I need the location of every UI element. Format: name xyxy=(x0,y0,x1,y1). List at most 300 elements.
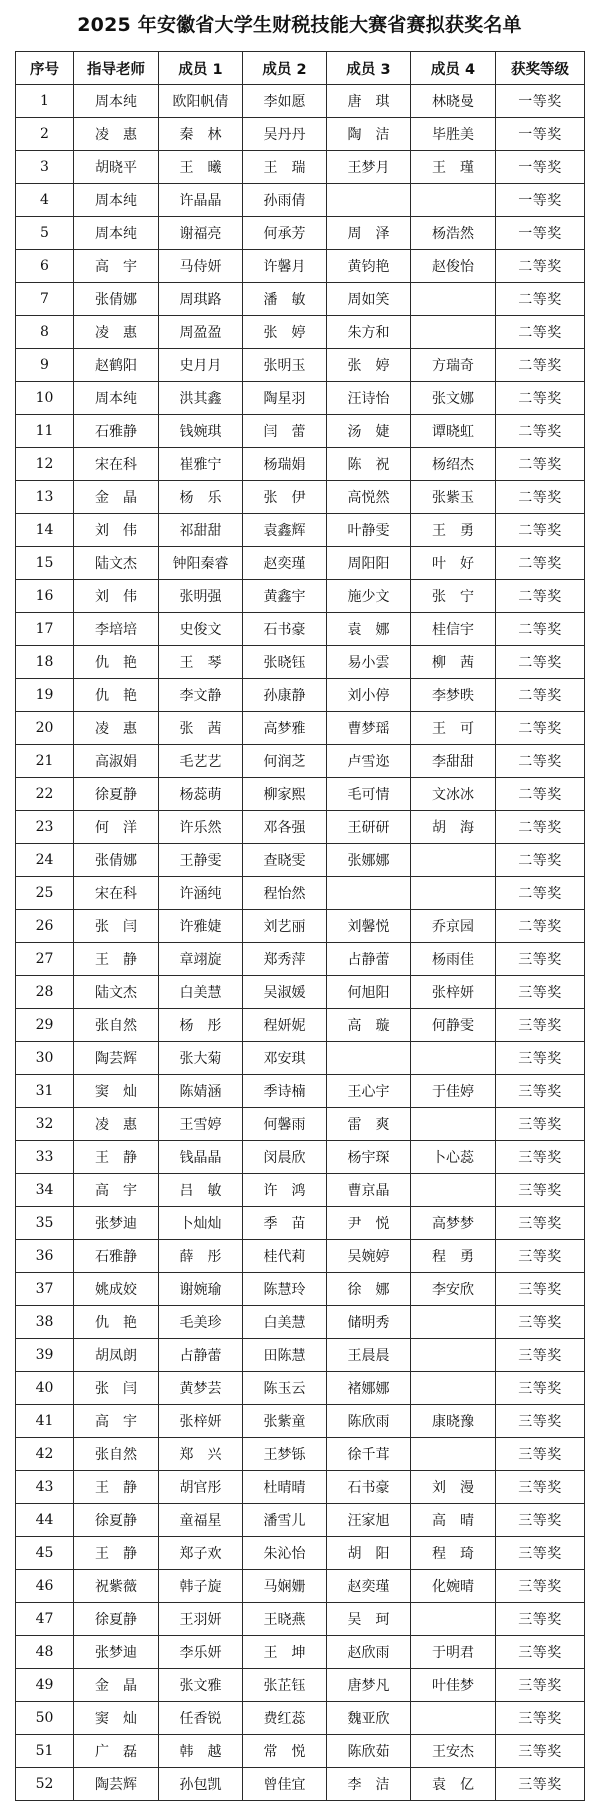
cell-member-3: 王梦月 xyxy=(327,151,411,184)
cell-member-4 xyxy=(411,1306,496,1339)
cell-no: 25 xyxy=(16,877,74,910)
cell-member-3: 占静蕾 xyxy=(327,943,411,976)
table-row xyxy=(16,943,585,976)
cell-member-4: 张梓妍 xyxy=(411,976,496,1009)
cell-prize: 一等奖 xyxy=(496,118,585,151)
cell-prize: 二等奖 xyxy=(496,745,585,778)
cell-no: 33 xyxy=(16,1141,74,1174)
cell-member-4: 李梦昳 xyxy=(411,679,496,712)
cell-member-4: 柳 茜 xyxy=(411,646,496,679)
cell-member-2: 查晓雯 xyxy=(243,844,327,877)
cell-member-2: 杜晴晴 xyxy=(243,1471,327,1504)
cell-advisor: 凌 惠 xyxy=(74,316,159,349)
cell-member-4: 张文娜 xyxy=(411,382,496,415)
cell-advisor: 仇 艳 xyxy=(74,646,159,679)
cell-member-1: 张 茜 xyxy=(159,712,243,745)
cell-member-2: 何馨雨 xyxy=(243,1108,327,1141)
cell-member-3: 雷 爽 xyxy=(327,1108,411,1141)
cell-member-1: 任香锐 xyxy=(159,1702,243,1735)
cell-no: 13 xyxy=(16,481,74,514)
table-row xyxy=(16,1669,585,1702)
cell-member-3: 何旭阳 xyxy=(327,976,411,1009)
table-row xyxy=(16,877,585,910)
cell-member-1: 张文雅 xyxy=(159,1669,243,1702)
cell-member-2: 袁鑫辉 xyxy=(243,514,327,547)
table-row xyxy=(16,1438,585,1471)
table-header xyxy=(16,52,585,85)
table-row xyxy=(16,1207,585,1240)
cell-prize: 三等奖 xyxy=(496,1141,585,1174)
cell-advisor: 胡凤朗 xyxy=(74,1339,159,1372)
cell-no: 35 xyxy=(16,1207,74,1240)
cell-advisor: 凌 惠 xyxy=(74,712,159,745)
cell-member-2: 费红蕊 xyxy=(243,1702,327,1735)
cell-member-2: 田陈慧 xyxy=(243,1339,327,1372)
cell-prize: 三等奖 xyxy=(496,1669,585,1702)
table-row xyxy=(16,1405,585,1438)
cell-no: 17 xyxy=(16,613,74,646)
cell-advisor: 金 晶 xyxy=(74,1669,159,1702)
cell-prize: 二等奖 xyxy=(496,877,585,910)
cell-member-3: 刘小停 xyxy=(327,679,411,712)
cell-no: 8 xyxy=(16,316,74,349)
cell-member-2: 赵奕瑾 xyxy=(243,547,327,580)
cell-advisor: 宋在科 xyxy=(74,877,159,910)
table-row xyxy=(16,1768,585,1801)
cell-prize: 二等奖 xyxy=(496,316,585,349)
cell-prize: 二等奖 xyxy=(496,448,585,481)
cell-member-1: 周盈盈 xyxy=(159,316,243,349)
table-row xyxy=(16,1108,585,1141)
cell-member-1: 王 琴 xyxy=(159,646,243,679)
cell-member-1: 许涵纯 xyxy=(159,877,243,910)
document-title: 2025 年安徽省大学生财税技能大赛省赛拟获奖名单 xyxy=(77,14,522,36)
cell-advisor: 陶芸辉 xyxy=(74,1042,159,1075)
cell-no: 21 xyxy=(16,745,74,778)
cell-advisor: 周本纯 xyxy=(74,85,159,118)
cell-advisor: 陆文杰 xyxy=(74,547,159,580)
table-row xyxy=(16,151,585,184)
table-row xyxy=(16,1240,585,1273)
cell-member-1: 周琪路 xyxy=(159,283,243,316)
cell-member-4: 谭晓虹 xyxy=(411,415,496,448)
cell-prize: 三等奖 xyxy=(496,1438,585,1471)
cell-no: 39 xyxy=(16,1339,74,1372)
cell-member-4: 康晓豫 xyxy=(411,1405,496,1438)
table-row xyxy=(16,1306,585,1339)
cell-member-1: 王羽妍 xyxy=(159,1603,243,1636)
cell-member-3: 尹 悦 xyxy=(327,1207,411,1240)
cell-member-1: 谢福亮 xyxy=(159,217,243,250)
cell-member-2: 刘艺丽 xyxy=(243,910,327,943)
cell-member-2: 黄鑫宇 xyxy=(243,580,327,613)
cell-member-3: 毛可情 xyxy=(327,778,411,811)
cell-advisor: 石雅静 xyxy=(74,415,159,448)
cell-member-1: 白美慧 xyxy=(159,976,243,1009)
cell-member-3: 王研研 xyxy=(327,811,411,844)
cell-advisor: 宋在科 xyxy=(74,448,159,481)
cell-member-1: 马侍妍 xyxy=(159,250,243,283)
cell-advisor: 石雅静 xyxy=(74,1240,159,1273)
cell-prize: 三等奖 xyxy=(496,1735,585,1768)
cell-advisor: 胡晓平 xyxy=(74,151,159,184)
cell-member-1: 杨 乐 xyxy=(159,481,243,514)
cell-member-3: 陈欣茹 xyxy=(327,1735,411,1768)
cell-member-3: 石书豪 xyxy=(327,1471,411,1504)
cell-prize: 一等奖 xyxy=(496,184,585,217)
cell-advisor: 高淑娟 xyxy=(74,745,159,778)
cell-member-1: 王 曦 xyxy=(159,151,243,184)
cell-member-3: 李 洁 xyxy=(327,1768,411,1801)
cell-member-4: 乔京园 xyxy=(411,910,496,943)
cell-prize: 三等奖 xyxy=(496,1471,585,1504)
cell-advisor: 张梦迪 xyxy=(74,1636,159,1669)
cell-advisor: 金 晶 xyxy=(74,481,159,514)
cell-member-4: 化婉晴 xyxy=(411,1570,496,1603)
table-row xyxy=(16,1174,585,1207)
cell-member-3: 魏亚欣 xyxy=(327,1702,411,1735)
cell-no: 46 xyxy=(16,1570,74,1603)
cell-member-3: 徐千茸 xyxy=(327,1438,411,1471)
cell-advisor: 凌 惠 xyxy=(74,1108,159,1141)
cell-member-3: 吴 珂 xyxy=(327,1603,411,1636)
cell-member-3: 周阳阳 xyxy=(327,547,411,580)
cell-prize: 一等奖 xyxy=(496,151,585,184)
cell-member-4 xyxy=(411,877,496,910)
cell-advisor: 徐夏静 xyxy=(74,1603,159,1636)
table-row xyxy=(16,712,585,745)
cell-member-4: 方瑞奇 xyxy=(411,349,496,382)
cell-member-4: 王 瑾 xyxy=(411,151,496,184)
cell-member-3: 施少文 xyxy=(327,580,411,613)
cell-member-3: 周 泽 xyxy=(327,217,411,250)
header-member-2: 成员 2 xyxy=(243,52,327,85)
cell-prize: 三等奖 xyxy=(496,1174,585,1207)
cell-prize: 二等奖 xyxy=(496,844,585,877)
cell-member-2: 邓各强 xyxy=(243,811,327,844)
cell-member-3: 陶 洁 xyxy=(327,118,411,151)
cell-prize: 二等奖 xyxy=(496,712,585,745)
cell-member-4: 文冰冰 xyxy=(411,778,496,811)
cell-advisor: 徐夏静 xyxy=(74,778,159,811)
cell-no: 47 xyxy=(16,1603,74,1636)
cell-prize: 一等奖 xyxy=(496,85,585,118)
cell-advisor: 张倩娜 xyxy=(74,844,159,877)
cell-no: 27 xyxy=(16,943,74,976)
cell-member-3: 曹京晶 xyxy=(327,1174,411,1207)
cell-no: 22 xyxy=(16,778,74,811)
cell-advisor: 王 静 xyxy=(74,943,159,976)
cell-prize: 三等奖 xyxy=(496,1372,585,1405)
cell-advisor: 周本纯 xyxy=(74,217,159,250)
cell-member-3: 汤 婕 xyxy=(327,415,411,448)
cell-member-4: 张紫玉 xyxy=(411,481,496,514)
cell-member-3: 汪家旭 xyxy=(327,1504,411,1537)
cell-member-3 xyxy=(327,1042,411,1075)
table-row xyxy=(16,1471,585,1504)
cell-member-3: 袁 娜 xyxy=(327,613,411,646)
cell-no: 36 xyxy=(16,1240,74,1273)
table-row xyxy=(16,250,585,283)
table-row xyxy=(16,184,585,217)
cell-no: 31 xyxy=(16,1075,74,1108)
cell-member-4: 于佳婷 xyxy=(411,1075,496,1108)
table-row xyxy=(16,349,585,382)
cell-member-3: 吴婉婷 xyxy=(327,1240,411,1273)
table-row xyxy=(16,679,585,712)
cell-member-1: 韩子旋 xyxy=(159,1570,243,1603)
cell-prize: 三等奖 xyxy=(496,1339,585,1372)
cell-member-1: 许雅婕 xyxy=(159,910,243,943)
table-row xyxy=(16,745,585,778)
cell-member-4 xyxy=(411,1174,496,1207)
cell-member-1: 胡官彤 xyxy=(159,1471,243,1504)
table-row xyxy=(16,1075,585,1108)
table-row xyxy=(16,481,585,514)
cell-no: 23 xyxy=(16,811,74,844)
cell-no: 37 xyxy=(16,1273,74,1306)
cell-no: 18 xyxy=(16,646,74,679)
table-row xyxy=(16,1009,585,1042)
table-row xyxy=(16,1339,585,1372)
cell-prize: 二等奖 xyxy=(496,679,585,712)
cell-prize: 二等奖 xyxy=(496,415,585,448)
cell-no: 6 xyxy=(16,250,74,283)
cell-member-1: 谢婉瑜 xyxy=(159,1273,243,1306)
cell-no: 42 xyxy=(16,1438,74,1471)
cell-member-3: 储明秀 xyxy=(327,1306,411,1339)
cell-member-1: 钱晶晶 xyxy=(159,1141,243,1174)
cell-member-1: 童福星 xyxy=(159,1504,243,1537)
cell-no: 26 xyxy=(16,910,74,943)
table-row xyxy=(16,1504,585,1537)
cell-prize: 二等奖 xyxy=(496,646,585,679)
cell-member-3: 唐梦凡 xyxy=(327,1669,411,1702)
cell-member-3: 高 璇 xyxy=(327,1009,411,1042)
header-no: 序号 xyxy=(16,52,74,85)
cell-prize: 二等奖 xyxy=(496,811,585,844)
cell-prize: 二等奖 xyxy=(496,250,585,283)
cell-member-4 xyxy=(411,1372,496,1405)
cell-member-4: 王 可 xyxy=(411,712,496,745)
cell-no: 48 xyxy=(16,1636,74,1669)
cell-prize: 三等奖 xyxy=(496,1603,585,1636)
cell-advisor: 凌 惠 xyxy=(74,118,159,151)
cell-member-2: 潘 敏 xyxy=(243,283,327,316)
cell-member-4: 何静雯 xyxy=(411,1009,496,1042)
cell-member-4: 杨绍杰 xyxy=(411,448,496,481)
table-row xyxy=(16,778,585,811)
cell-member-2: 柳家熙 xyxy=(243,778,327,811)
cell-no: 14 xyxy=(16,514,74,547)
cell-prize: 三等奖 xyxy=(496,1537,585,1570)
cell-member-4 xyxy=(411,184,496,217)
cell-member-4: 于明君 xyxy=(411,1636,496,1669)
table-row xyxy=(16,118,585,151)
cell-member-1: 欧阳帆倩 xyxy=(159,85,243,118)
cell-prize: 三等奖 xyxy=(496,943,585,976)
cell-member-1: 孙包凯 xyxy=(159,1768,243,1801)
table-row xyxy=(16,646,585,679)
table-row xyxy=(16,85,585,118)
header-prize: 获奖等级 xyxy=(496,52,585,85)
cell-advisor: 仇 艳 xyxy=(74,679,159,712)
cell-member-4: 桂信宇 xyxy=(411,613,496,646)
cell-prize: 三等奖 xyxy=(496,1009,585,1042)
cell-no: 50 xyxy=(16,1702,74,1735)
cell-no: 10 xyxy=(16,382,74,415)
cell-member-1: 洪其鑫 xyxy=(159,382,243,415)
header-advisor: 指导老师 xyxy=(74,52,159,85)
cell-member-1: 钱婉琪 xyxy=(159,415,243,448)
cell-advisor: 张倩娜 xyxy=(74,283,159,316)
cell-prize: 二等奖 xyxy=(496,778,585,811)
cell-member-2: 张 婷 xyxy=(243,316,327,349)
cell-advisor: 王 静 xyxy=(74,1537,159,1570)
cell-member-3: 朱方和 xyxy=(327,316,411,349)
cell-no: 34 xyxy=(16,1174,74,1207)
cell-member-2: 王 瑞 xyxy=(243,151,327,184)
cell-member-2: 白美慧 xyxy=(243,1306,327,1339)
cell-member-2: 程妍妮 xyxy=(243,1009,327,1042)
cell-member-2: 季诗楠 xyxy=(243,1075,327,1108)
cell-member-2: 许馨月 xyxy=(243,250,327,283)
cell-prize: 二等奖 xyxy=(496,349,585,382)
cell-member-1: 秦 林 xyxy=(159,118,243,151)
cell-member-2: 孙康静 xyxy=(243,679,327,712)
cell-advisor: 陆文杰 xyxy=(74,976,159,1009)
cell-advisor: 张自然 xyxy=(74,1438,159,1471)
cell-member-2: 闫 蕾 xyxy=(243,415,327,448)
cell-member-2: 孙雨倩 xyxy=(243,184,327,217)
cell-prize: 三等奖 xyxy=(496,1075,585,1108)
cell-member-4 xyxy=(411,1108,496,1141)
cell-prize: 三等奖 xyxy=(496,1108,585,1141)
cell-no: 45 xyxy=(16,1537,74,1570)
cell-advisor: 高 宇 xyxy=(74,1405,159,1438)
cell-advisor: 张梦迪 xyxy=(74,1207,159,1240)
cell-member-2: 许 鸿 xyxy=(243,1174,327,1207)
table-row xyxy=(16,1042,585,1075)
table-row xyxy=(16,844,585,877)
cell-advisor: 张 闫 xyxy=(74,910,159,943)
cell-member-3: 王心宇 xyxy=(327,1075,411,1108)
table-row xyxy=(16,1273,585,1306)
cell-member-3: 唐 琪 xyxy=(327,85,411,118)
cell-no: 40 xyxy=(16,1372,74,1405)
cell-member-2: 张晓钰 xyxy=(243,646,327,679)
cell-member-1: 张大菊 xyxy=(159,1042,243,1075)
table-row xyxy=(16,514,585,547)
cell-member-3 xyxy=(327,184,411,217)
cell-member-2: 石书豪 xyxy=(243,613,327,646)
cell-no: 4 xyxy=(16,184,74,217)
cell-member-4: 毕胜美 xyxy=(411,118,496,151)
cell-member-4: 袁 亿 xyxy=(411,1768,496,1801)
cell-no: 20 xyxy=(16,712,74,745)
cell-member-1: 许晶晶 xyxy=(159,184,243,217)
cell-member-3: 周如笑 xyxy=(327,283,411,316)
cell-member-2: 杨瑞娟 xyxy=(243,448,327,481)
cell-advisor: 陶芸辉 xyxy=(74,1768,159,1801)
cell-member-4: 杨浩然 xyxy=(411,217,496,250)
cell-member-3: 赵欣雨 xyxy=(327,1636,411,1669)
cell-member-2: 程怡然 xyxy=(243,877,327,910)
cell-prize: 三等奖 xyxy=(496,1570,585,1603)
cell-advisor: 刘 伟 xyxy=(74,514,159,547)
cell-member-3: 胡 阳 xyxy=(327,1537,411,1570)
cell-member-2: 张芷钰 xyxy=(243,1669,327,1702)
cell-member-3: 赵奕瑾 xyxy=(327,1570,411,1603)
cell-no: 41 xyxy=(16,1405,74,1438)
cell-no: 12 xyxy=(16,448,74,481)
cell-member-1: 吕 敏 xyxy=(159,1174,243,1207)
cell-advisor: 王 静 xyxy=(74,1141,159,1174)
cell-member-4: 李甜甜 xyxy=(411,745,496,778)
cell-member-4: 胡 海 xyxy=(411,811,496,844)
cell-member-4 xyxy=(411,1339,496,1372)
cell-member-4 xyxy=(411,316,496,349)
table-row xyxy=(16,382,585,415)
cell-advisor: 窦 灿 xyxy=(74,1702,159,1735)
table-row xyxy=(16,1537,585,1570)
cell-member-1: 卜灿灿 xyxy=(159,1207,243,1240)
cell-member-2: 吴淑媛 xyxy=(243,976,327,1009)
cell-prize: 二等奖 xyxy=(496,547,585,580)
cell-member-4: 林晓曼 xyxy=(411,85,496,118)
cell-prize: 三等奖 xyxy=(496,1702,585,1735)
header-member-4: 成员 4 xyxy=(411,52,496,85)
cell-member-3: 张 婷 xyxy=(327,349,411,382)
cell-advisor: 广 磊 xyxy=(74,1735,159,1768)
cell-member-1: 钟阳秦睿 xyxy=(159,547,243,580)
cell-member-3: 叶静雯 xyxy=(327,514,411,547)
cell-member-1: 张梓妍 xyxy=(159,1405,243,1438)
header-row xyxy=(16,52,585,85)
cell-no: 15 xyxy=(16,547,74,580)
cell-member-1: 陈婧涵 xyxy=(159,1075,243,1108)
cell-member-4: 刘 漫 xyxy=(411,1471,496,1504)
cell-member-4: 张 宁 xyxy=(411,580,496,613)
cell-member-3: 汪诗怡 xyxy=(327,382,411,415)
cell-member-2: 高梦雅 xyxy=(243,712,327,745)
cell-advisor: 何 洋 xyxy=(74,811,159,844)
cell-no: 52 xyxy=(16,1768,74,1801)
cell-member-1: 史俊文 xyxy=(159,613,243,646)
cell-member-1: 李文静 xyxy=(159,679,243,712)
cell-prize: 三等奖 xyxy=(496,1042,585,1075)
cell-member-3: 陈 祝 xyxy=(327,448,411,481)
cell-no: 3 xyxy=(16,151,74,184)
cell-no: 24 xyxy=(16,844,74,877)
cell-member-2: 王梦铄 xyxy=(243,1438,327,1471)
header-member-3: 成员 3 xyxy=(327,52,411,85)
cell-member-2: 桂代莉 xyxy=(243,1240,327,1273)
cell-prize: 三等奖 xyxy=(496,1306,585,1339)
table-row xyxy=(16,976,585,1009)
table-row xyxy=(16,217,585,250)
cell-member-3: 黄钧艳 xyxy=(327,250,411,283)
cell-member-4: 李安欣 xyxy=(411,1273,496,1306)
cell-member-2: 闵晨欣 xyxy=(243,1141,327,1174)
cell-member-4: 杨雨佳 xyxy=(411,943,496,976)
table-row xyxy=(16,1603,585,1636)
cell-prize: 三等奖 xyxy=(496,976,585,1009)
cell-no: 49 xyxy=(16,1669,74,1702)
cell-member-2: 王晓燕 xyxy=(243,1603,327,1636)
cell-member-3: 易小雲 xyxy=(327,646,411,679)
cell-member-3: 杨宇琛 xyxy=(327,1141,411,1174)
